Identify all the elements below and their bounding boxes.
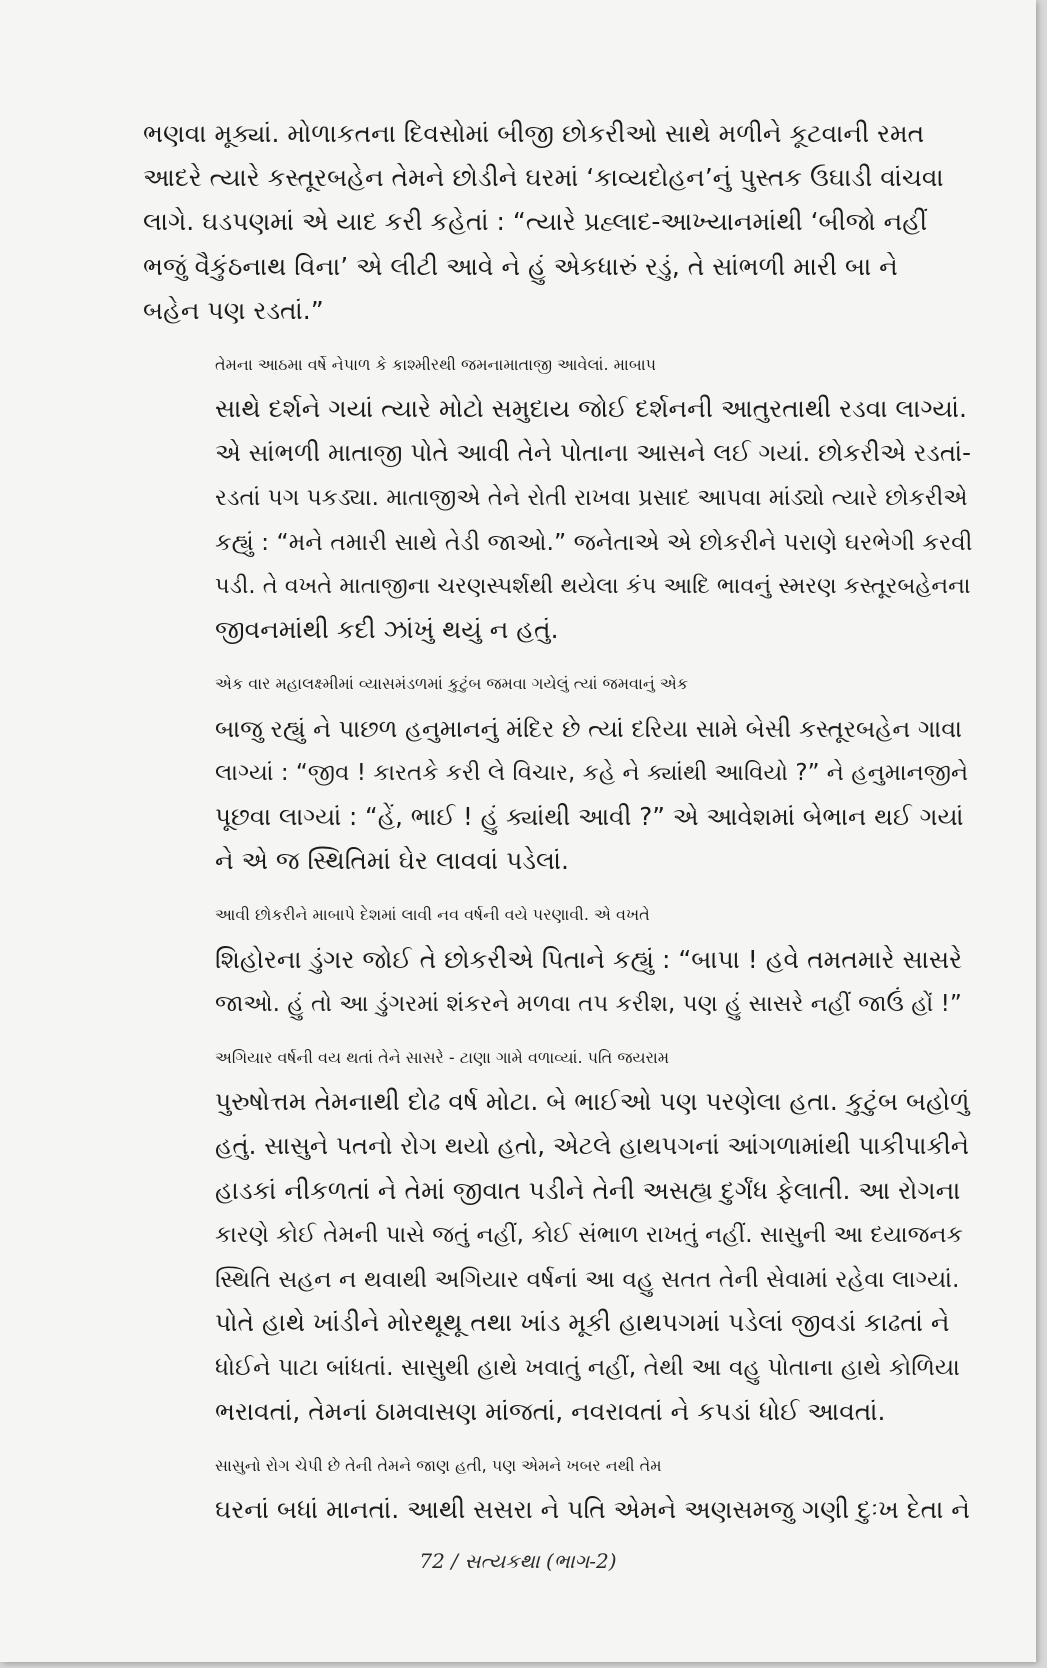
text-line: અગિયાર વર્ષની વય થતાં તેને સાસરે - ટાણા ગામે વળાવ્યાં. પતિ જયરામ: [215, 1048, 670, 1068]
text-line: પોતે હાથે ખાંડીને મોરથૂથૂ તથા ખાંડ મૂકી હાથપગમાં પડેલાં જીવડાં કાઢતાં ને: [215, 1308, 950, 1338]
text-line: આદરે ત્યારે કસ્તૂરબહેન તેમને છોડીને ઘરમાં ‘કાવ્યદોહન’નું પુસ્તક ઉઘાડી વાંચવા: [143, 163, 944, 193]
text-line: હાડકાં નીકળતાં ને તેમાં જીવાત પડીને તેની અસહ્ય દુર્ગંધ ફેલાતી. આ રોગના: [215, 1175, 961, 1205]
text-line: બાજુ રહ્યું ને પાછળ હનુમાનનું મંદિર છે ત્યાં દરિયા સામે બેસી કસ્તૂરબહેન ગાવા: [215, 714, 963, 743]
text-line: ધોઈને પાટા બાંધતાં. સાસુથી હાથે ખવાતું નહીં, તેથી આ વહુ પોતાના હાથે કોળિયા: [215, 1353, 960, 1382]
text-line: સાસુનો રોગ ચેપી છે તેની તેમને જાણ હતી, પણ એમને ખબર નથી તેમ: [215, 1455, 662, 1475]
paragraph: [143, 343, 973, 652]
text-line: ભજું વૈકુંઠનાથ વિના’ એ લીટી આવે ને હું એકધારું રડું, તે સાંભળી મારી બા ને: [143, 251, 898, 281]
text-line: શિહોરના ડુંગર જોઈ તે છોકરીએ પિતાને કહ્યું : “બાપા ! હવે તમતમારે સાસરે: [215, 944, 963, 974]
text-line: સાથે દર્શને ગયાં ત્યારે મોટો સમુદાય જોઈ દર્શનની આતુરતાથી રડવા લાગ્યાં.: [215, 394, 967, 424]
text-line: રડતાં પગ પકડ્યા. માતાજીએ તેને રોતી રાખવા પ્રસાદ આપવા માંડ્યો ત્યારે છોકરીએ: [215, 484, 968, 511]
text-line: ને એ જ સ્થિતિમાં ઘેર લાવવાં પડેલાં.: [215, 846, 570, 876]
paragraph: [143, 112, 973, 333]
text-line: ભણવા મૂક્યાં. મોળાકતના દિવસોમાં બીજી છોકરીઓ સાથે મળીને કૂટવાની રમત: [143, 119, 925, 148]
text-line: એક વાર મહાલક્ષ્મીમાં વ્યાસમંડળમાં કુટુંબ જમવા ગયેલું ત્યાં જમવાનું એક: [215, 674, 689, 694]
text-line: તેમના આઠમા વર્ષે નેપાળ કે કાશ્મીરથી જમનામાતાજી આવેલાં. માબાપ: [215, 355, 657, 375]
text-line: બહેન પણ રડતાં.”: [143, 295, 324, 325]
text-line: ભરાવતાં, તેમનાં ઠામવાસણ માંજતાં, નવરાવતાં ને કપડાં ધોઈ આવતાં.: [215, 1396, 886, 1426]
paragraph: [143, 1036, 973, 1434]
page-footer: 72 / સત્યકથા (ભાગ-2): [419, 1549, 617, 1573]
text-line: કહ્યું : “મને તમારી સાથે તેડી જાઓ.” જનેતાએ એ છોકરીને પરાણે ઘરભેગી કરવી: [215, 527, 973, 556]
text-line: પૂછવા લાગ્યાં : “હેં, ભાઈ ! હું ક્યાંથી આવી ?” એ આવેશમાં બેભાન થઈ ગયાં: [215, 802, 964, 832]
text-line: આવી છોકરીને માબાપે દેશમાં લાવી નવ વર્ષની વયે પરણાવી. એ વખતે: [215, 905, 650, 925]
text-line: પુરુષોત્તમ તેમનાથી દોઢ વર્ષ મોટા. બે ભાઈઓ પણ પરણેલા હતા. કુટુંબ બહોળું: [215, 1087, 970, 1117]
text-line: જાઓ. હું તો આ ડુંગરમાં શંકરને મળવા તપ કરીશ, પણ હું સાસરે નહીં જાઉં હોં !”: [215, 990, 962, 1017]
paragraph: [143, 662, 973, 883]
text-line: જીવનમાંથી કદી ઝાંખું થયું ન હતું.: [215, 615, 559, 645]
text-line: લાગ્યાં : “જીવ ! કારતકે કરી લે વિચાર, કહે ને ક્યાંથી આવિયો ?” ને હનુમાનજીને: [215, 759, 969, 786]
page-body-text: [143, 112, 973, 1542]
text-line: સ્થિતિ સહન ન થવાથી અગિયાર વર્ષનાં આ વહુ સતત તેની સેવામાં રહેવા લાગ્યાં.: [215, 1265, 960, 1294]
text-line: ઘરનાં બધાં માનતાં. આથી સસરા ને પતિ એમને અણસમજુ ગણી દુઃખ દેતા ને: [215, 1495, 970, 1525]
text-line: લાગે. ઘડપણમાં એ યાદ કરી કહેતાં : “ત્યારે પ્રહ્લાદ-આખ્યાનમાંથી ‘બીજો નહીં: [143, 207, 928, 237]
text-line: પડી. તે વખતે માતાજીના ચરણસ્પર્શથી થયેલા કંપ આદિ ભાવનું સ્મરણ કસ્તૂરબહેનના: [215, 573, 971, 600]
paragraph: [143, 1444, 973, 1532]
text-line: કારણે કોઈ તેમની પાસે જતું નહીં, કોઈ સંભાળ રાખતું નહીં. સાસુની આ દયાજનક: [215, 1221, 963, 1248]
text-line: એ સાંભળી માતાજી પોતે આવી તેને પોતાના આસને લઈ ગયાં. છોકરીએ રડતાં-: [215, 438, 971, 468]
paragraph: [143, 893, 973, 1026]
text-line: હતું. સાસુને પતનો રોગ થયો હતો, એટલે હાથપગનાં આંગળામાંથી પાકીપાકીને: [215, 1131, 970, 1161]
